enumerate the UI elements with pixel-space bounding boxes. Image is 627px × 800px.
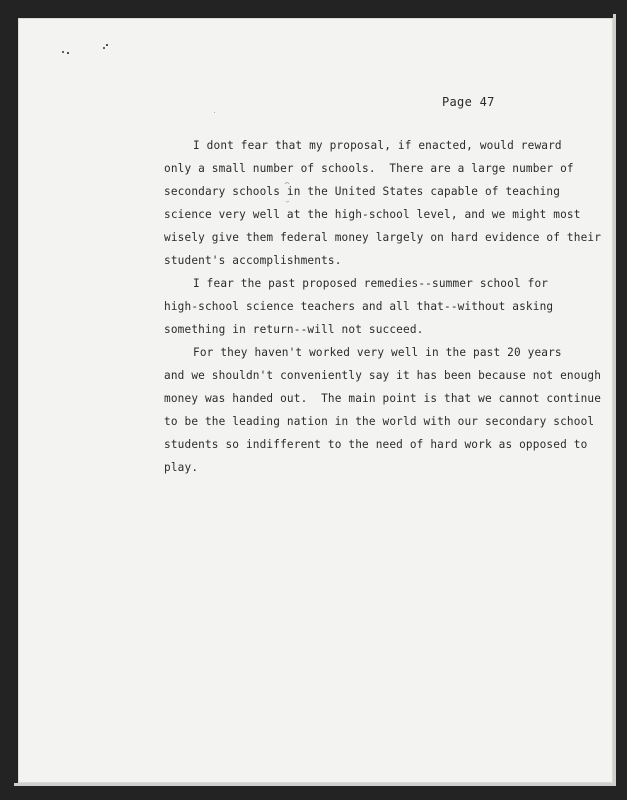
text-line: and we shouldn't conveniently say it has been because not enough [164,369,602,382]
paper-speck [62,51,64,53]
text-line: wisely give them federal money largely on hard evidence of their [164,231,602,244]
text-line: science very well at the high-school level, and we might most [164,208,581,221]
text-line: For they haven't worked very well in the past 20 years [193,346,562,359]
paper-speck [103,47,105,49]
text-line: something in return--will not succeed. [164,323,424,336]
text-line: money was handed out. The main point is that we cannot continue [164,392,602,405]
text-line: student's accomplishments. [164,254,342,267]
paper-edge [613,14,616,786]
text-line: students so indifferent to the need of hard work as opposed to [164,438,588,451]
text-line: secondary schools in the United States capable of teaching [164,185,561,198]
text-line: high-school science teachers and all that--without asking [164,300,554,313]
paper-edge [14,783,616,786]
text-line: to be the leading nation in the world with our secondary school [164,415,595,428]
page-number: Page 47 [442,95,495,109]
text-line: play. [164,461,199,474]
pencil-caret-mark [282,180,294,206]
text-line: only a small number of schools. There are a large number of [164,162,574,175]
paper-speck [214,112,215,113]
text-line: I dont fear that my proposal, if enacted, would reward [193,139,562,152]
paper-speck [106,44,108,46]
paper-speck [67,52,69,54]
text-line: I fear the past proposed remedies--summer school for [193,277,549,290]
